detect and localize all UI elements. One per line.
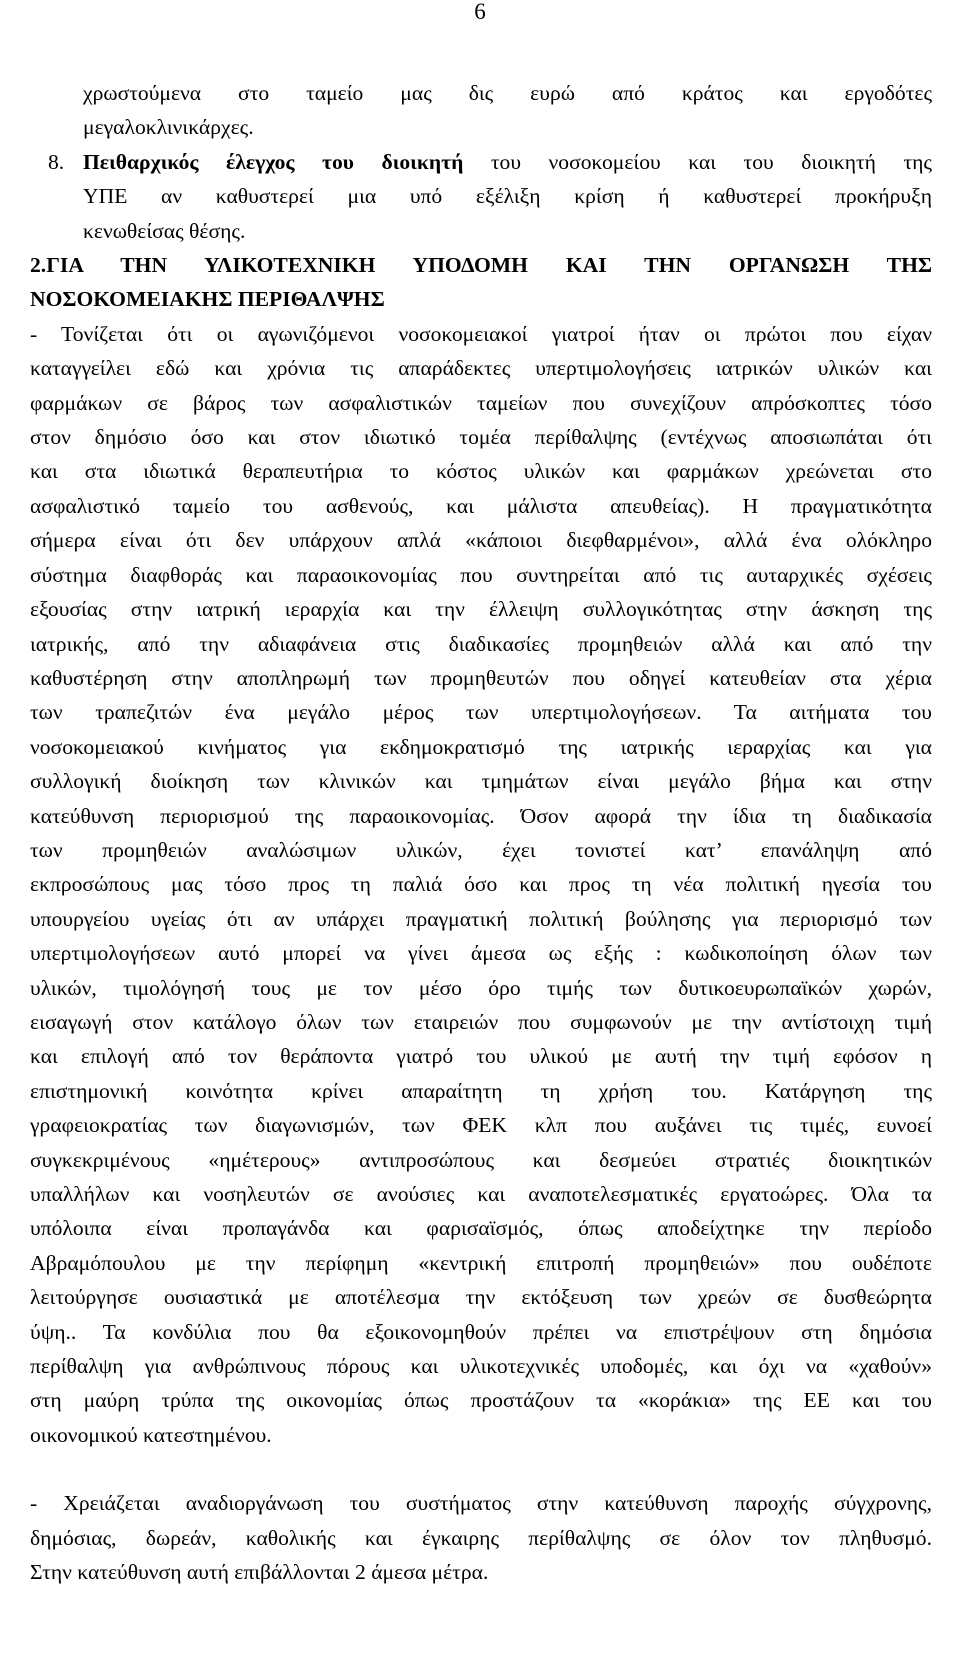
text-line: νοσοκομειακού κινήματος για εκδημοκρατισμό της ιατρικής ιεραρχίας και για [30,734,932,759]
text-line: υπόλοιπα είναι προπαγάνδα και φαρισαϊσμός, όπως αποδείχτηκε την περίοδο [30,1216,932,1241]
paragraph-2 [30,1486,932,1589]
text-line: σύστημα διαφθοράς και παραοικονομίας που συντηρείται από τις αυταρχικές σχέσεις [30,562,932,587]
text-line: υπερτιμολογήσεων αυτό μπορεί να γίνει άμεσα ως εξής : κωδικοποίηση όλων των [30,941,932,966]
text-line: επιστημονική κοινότητα κρίνει απαραίτητη τη χρήση του. Κατάργηση της [30,1078,932,1103]
text-line: - Χρειάζεται αναδιοργάνωση του συστήματος στην κατεύθυνση παροχής σύγχρονης, [30,1491,932,1516]
text-line: κενωθείσας θέσης. [83,218,246,243]
text-line: δημόσιας, δωρεάν, καθολικής και έγκαιρης περίθαλψης σε όλον τον πληθυσμό. [30,1525,932,1550]
text-line: φαρμάκων σε βάρος των ασφαλιστικών ταμείων που συνεχίζουν απρόσκοπτες τόσο [30,390,932,415]
text-line: κατεύθυνση περιορισμού της παραοικονομίας. Όσον αφορά την ίδια τη διαδικασία [30,803,932,828]
text-line: και επιλογή από τον θεράποντα γιατρό του υλικού με αυτή την τιμή εφόσον η [30,1044,932,1069]
text-line: περίθαλψη για ανθρώπινους πόρους και υλικοτεχνικές υποδομές, και όχι να «χαθούν» [30,1354,932,1379]
text-line: συλλογική διοίκηση των κλινικών και τμημάτων είναι μεγάλο βήμα και στην [30,769,932,794]
paragraph-1 [30,317,932,1452]
text-line: εξουσίας στην ιατρική ιεραρχία και την έλλειψη συλλογικότητας στην άσκηση της [30,597,932,622]
text-span: του νοσοκομείου και του διοικητή της [490,149,932,174]
list-number: 8. [48,149,65,174]
text-line: εισαγωγή στον κατάλογο όλων των εταιρειών που συμφωνούν με την αντίστοιχη τιμή [30,1009,932,1034]
heading-line: ΝΟΣΟΚΟΜΕΙΑΚΗΣ ΠΕΡΙΘΑΛΨΗΣ [30,287,385,312]
text-line [83,145,932,179]
section-heading [30,248,932,317]
text-line: - Τονίζεται ότι οι αγωνιζόμενοι νοσοκομειακοί γιατροί ήταν οι πρώτοι που είχαν [30,321,932,346]
document-body [30,76,932,1589]
text-line: ΥΠΕ αν καθυστερεί μια υπό εξέλιξη κρίση ή καθυστερεί προκήρυξη [83,184,932,209]
heading-line: 2.ΓΙΑ ΤΗΝ ΥΛΙΚΟΤΕΧΝΙΚΗ ΥΠΟΔΟΜΗ ΚΑΙ ΤΗΝ ΟΡΓΑΝΩΣΗ ΤΗΣ [30,253,932,278]
list-item-8 [48,145,932,248]
text-line: στη μαύρη τρύπα της οικονομίας όπως προστάζουν τα «κοράκια» της ΕΕ και του [30,1388,932,1413]
text-line: Στην κατεύθυνση αυτή επιβάλλονται 2 άμεσα μέτρα. [30,1560,489,1585]
text-line: υπουργείου υγείας ότι αν υπάρχει πραγματική πολιτική βούλησης για περιορισμό των [30,906,932,931]
text-line: καταγγείλει εδώ και χρόνια τις απαράδεκτες υπερτιμολογήσεις ιατρικών υλικών και [30,356,932,381]
text-line: εκπροσώπους μας τόσο προς τη παλιά όσο και προς τη νέα πολιτική ηγεσία του [30,872,932,897]
text-line: Αβραμόπουλου με την περίφημη «κεντρική επιτροπή προμηθειών» που ουδέποτε [30,1250,932,1275]
text-line: των προμηθειών αναλώσιμων υλικών, έχει τονιστεί κατ’ επανάληψη από [30,837,932,862]
text-line: των τραπεζιτών ένα μεγάλο μέρος των υπερτιμολογήσεων. Τα αιτήματα του [30,700,932,725]
text-line: συγκεκριμένους «ημέτερους» αντιπροσώπους και δεσμεύει στρατιές διοικητικών [30,1147,932,1172]
text-line: υπαλλήλων και νοσηλευτών σε ανούσιες και αναποτελεσματικές εργατοώρες. Όλα τα [30,1182,932,1206]
text-line: και στα ιδιωτικά θεραπευτήρια το κόστος υλικών και φαρμάκων χρεώνεται στο [30,459,932,484]
bold-phrase: Πειθαρχικός έλεγχος του διοικητή [83,149,464,174]
text-line: υλικών, τιμολόγησή τους με τον μέσο όρο τιμής των δυτικοευρωπαϊκών χωρών, [30,975,932,1000]
text-line: ύψη.. Τα κονδύλια που θα εξοικονομηθούν πρέπει να επιστρέψουν στη δημόσια [30,1319,932,1344]
text-line: ιατρικής, από την αδιαφάνεια στις διαδικασίες προμηθειών αλλά και από την [30,631,932,656]
item7-tail [83,76,932,145]
text-line: γραφειοκρατίας των διαγωνισμών, των ΦΕΚ κλπ που αυξάνει τις τιμές, ευνοεί [30,1113,932,1138]
text-line: σήμερα είναι ότι δεν υπάρχουν απλά «κάποιοι διεφθαρμένοι», αλλά ένα ολόκληρο [30,528,932,553]
text-line: χρωστούμενα στο ταμείο μας δις ευρώ από κράτος και εργοδότες [83,81,932,105]
text-line: καθυστέρηση στην αποπληρωμή των προμηθευτών που οδηγεί κατευθείαν στα χέρια [30,665,932,690]
text-line: στον δημόσιο όσο και στον ιδιωτικό τομέα περίθαλψης (εντέχνως αποσιωπάται ότι [30,425,932,450]
paragraph-spacer [30,1452,932,1486]
text-line: οικονομικού κατεστημένου. [30,1422,272,1447]
text-line: ασφαλιστικό ταμείο του ασθενούς, και μάλιστα απευθείας). Η πραγματικότητα [30,493,932,518]
page-number: 6 [474,0,486,24]
text-line: μεγαλοκλινικάρχες. [83,115,254,140]
text-line: λειτούργησε ουσιαστικά με αποτέλεσμα την εκτόξευση των χρεών σε δυσθεώρητα [30,1285,932,1310]
